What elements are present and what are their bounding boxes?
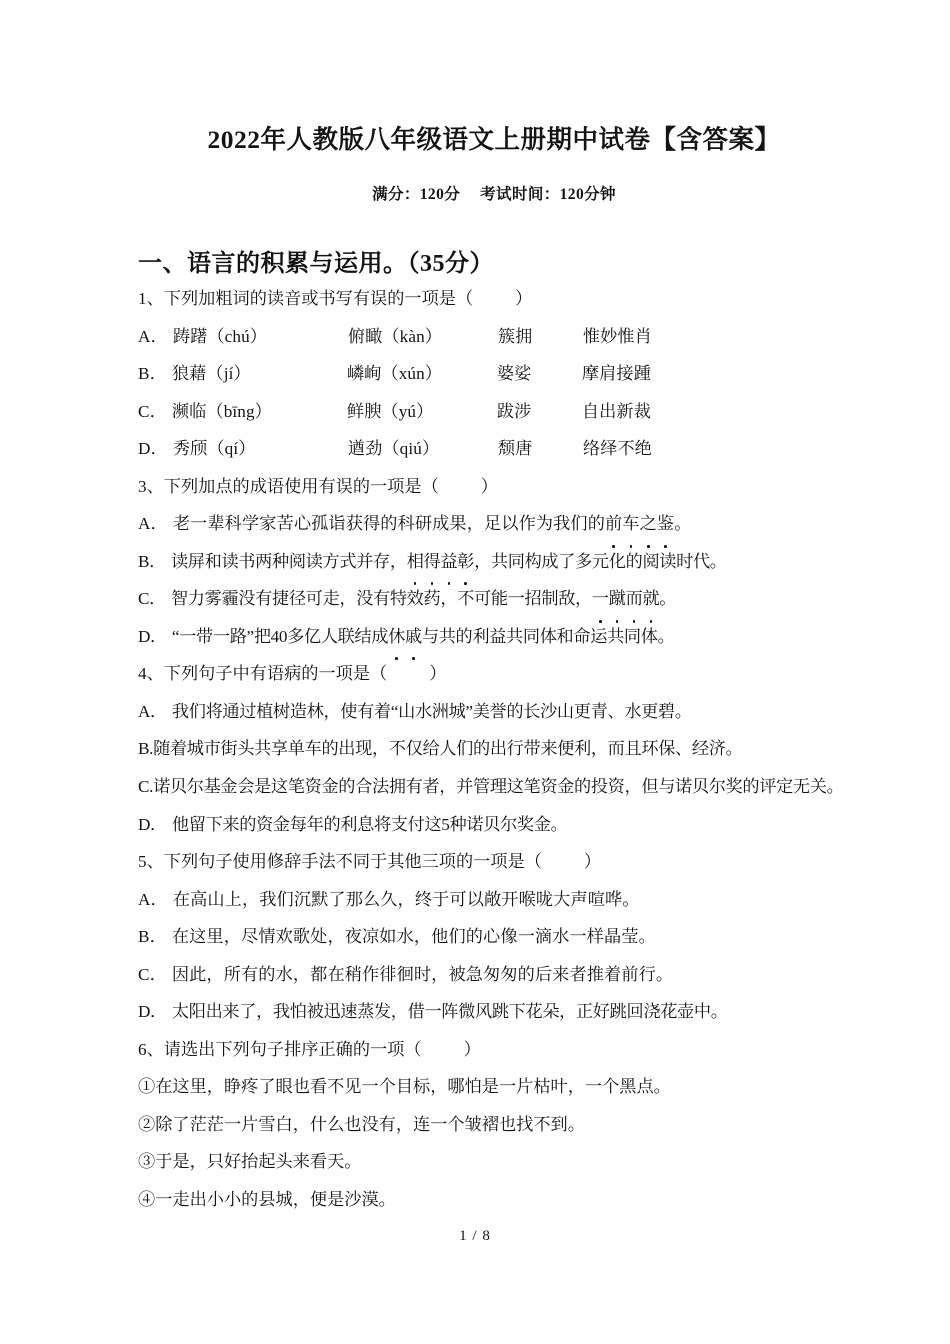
exam-time-label: 考试时间：120分钟: [480, 185, 616, 203]
circled-number-4: ④: [138, 1189, 156, 1209]
question-4-option-d[interactable]: D． 他留下来的资金每年的利息将支付这5种诺贝尔奖金。: [138, 814, 568, 834]
emphasis-dot-char: 彰: [457, 543, 474, 581]
emphasis-dot-char: 车: [622, 505, 639, 543]
emphasis-dot-char: 鉴: [657, 505, 674, 543]
section-heading-one: 一、语言的积累与运用。（35分）: [138, 250, 494, 277]
page-content: [138, 0, 850, 1218]
question-5-stem: 5、下列句子使用修辞手法不同于其他三项的一项是（ ）: [138, 852, 602, 872]
emphasis-dot-char: 前: [605, 505, 622, 543]
circled-number-1: ①: [138, 1077, 156, 1097]
question-3-option-c[interactable]: C． 智力雾霾没有捷径可走，没有特效药，不可能一招制敌，一蹴而就。: [138, 580, 850, 618]
page-number-footer: 1 / 8: [459, 1228, 491, 1244]
question-6-item-3: ③于是，只好抬起头来看天。: [138, 1152, 362, 1172]
question-3-option-d[interactable]: D． “一带一路”把40多亿人联结成休戚与共的利益共同体和命运共同体。: [138, 618, 850, 656]
emphasis-dot-char: 一: [592, 580, 609, 618]
emphasis-dot-char: 之: [640, 505, 657, 543]
emphasis-dot-char: 益: [440, 543, 457, 581]
page-title: 2022年人教版八年级语文上册期中试卷【含答案】: [207, 125, 781, 154]
emphasis-dotted-text: [605, 514, 674, 533]
question-4-option-b[interactable]: B.随着城市街头共享单车的出现，不仅给人们的出行带来便利，而且环保、经济。: [138, 739, 743, 759]
question-5-option-c[interactable]: C． 因此，所有的水，都在稍作徘徊时，被急匆匆的后来者推着前行。: [138, 964, 674, 984]
question-4-stem: 4、下列句子中有语病的一项是（ ）: [138, 664, 447, 684]
question-5-option-a[interactable]: A． 在高山上，我们沉默了那么久，终于可以敞开喉咙大声喧哗。: [138, 889, 640, 909]
question-6-item-2: ②除了茫茫一片雪白，什么也没有，连一个皱褶也找不到。: [138, 1114, 585, 1134]
question-3-option-b[interactable]: B． 读屏和读书两种阅读方式并存，相得益彰，共同构成了多元化的阅读时代。: [138, 543, 850, 581]
emphasis-dot-char: 相: [407, 543, 424, 581]
question-3-stem: 3、下列加点的成语使用有误的一项是（ ）: [138, 476, 498, 496]
question-5-option-d[interactable]: D． 太阳出来了，我怕被迅速蒸发，借一阵微风跳下花朵，正好跳回浇花壶中。: [138, 1002, 728, 1022]
question-5-option-b[interactable]: B． 在这里，尽情欢歌处，夜凉如水，他们的心像一滴水一样晶莹。: [138, 927, 656, 947]
circled-number-2: ②: [138, 1114, 156, 1134]
question-1-option-b[interactable]: B． 狼藉（jí） 嶙峋（xún） 婆娑 摩肩接踵: [138, 364, 652, 384]
emphasis-dotted-text: [407, 552, 474, 571]
full-score-label: 满分：120分: [372, 185, 461, 203]
question-6-item-4: ④一走出小小的县城，便是沙漠。: [138, 1189, 396, 1209]
question-4-option-c[interactable]: C.诺贝尔基金会是这笔资金的合法拥有者，并管理这笔资金的投资，但与诺贝尔奖的评定无关。: [138, 776, 844, 796]
question-1-option-a[interactable]: A． 踌躇（chú） 俯瞰（kàn） 簇拥 惟妙惟肖: [138, 326, 652, 346]
question-6-item-1: ①在这里，睁疼了眼也看不见一个目标，哪怕是一片枯叶，一个黑点。: [138, 1077, 671, 1097]
question-1-option-d[interactable]: D． 秀颀（qí） 遒劲（qiú） 颓唐 络绎不绝: [138, 439, 652, 459]
emphasis-dot-char: 蹴: [609, 580, 626, 618]
circled-number-3: ③: [138, 1152, 156, 1172]
question-6-stem: 6、请选出下列句子排序正确的一项（ ）: [138, 1039, 481, 1059]
question-3-option-a[interactable]: A． 老一辈科学家苦心孤诣获得的科研成果，足以作为我们的前车之鉴。: [138, 505, 850, 543]
question-1-option-c[interactable]: C． 濒临（bīng） 鲜腴（yú） 跋涉 自出新裁: [138, 401, 652, 421]
emphasis-dot-char: 就: [642, 580, 659, 618]
emphasis-dot-char: 得: [424, 543, 441, 581]
question-1-stem: 1、下列加粗词的读音或书写有误的一项是（ ）: [138, 289, 533, 309]
emphasis-dot-char: 而: [626, 580, 643, 618]
exam-meta: [138, 156, 850, 204]
emphasis-dot-char: 戚: [405, 618, 422, 656]
emphasis-dotted-text: [592, 589, 659, 608]
emphasis-dotted-text: [388, 627, 422, 646]
emphasis-dot-char: 休: [388, 618, 405, 656]
question-4-option-a[interactable]: A． 我们将通过植树造林，使有着“山水洲城”美誉的长沙山更青、水更碧。: [138, 701, 692, 721]
